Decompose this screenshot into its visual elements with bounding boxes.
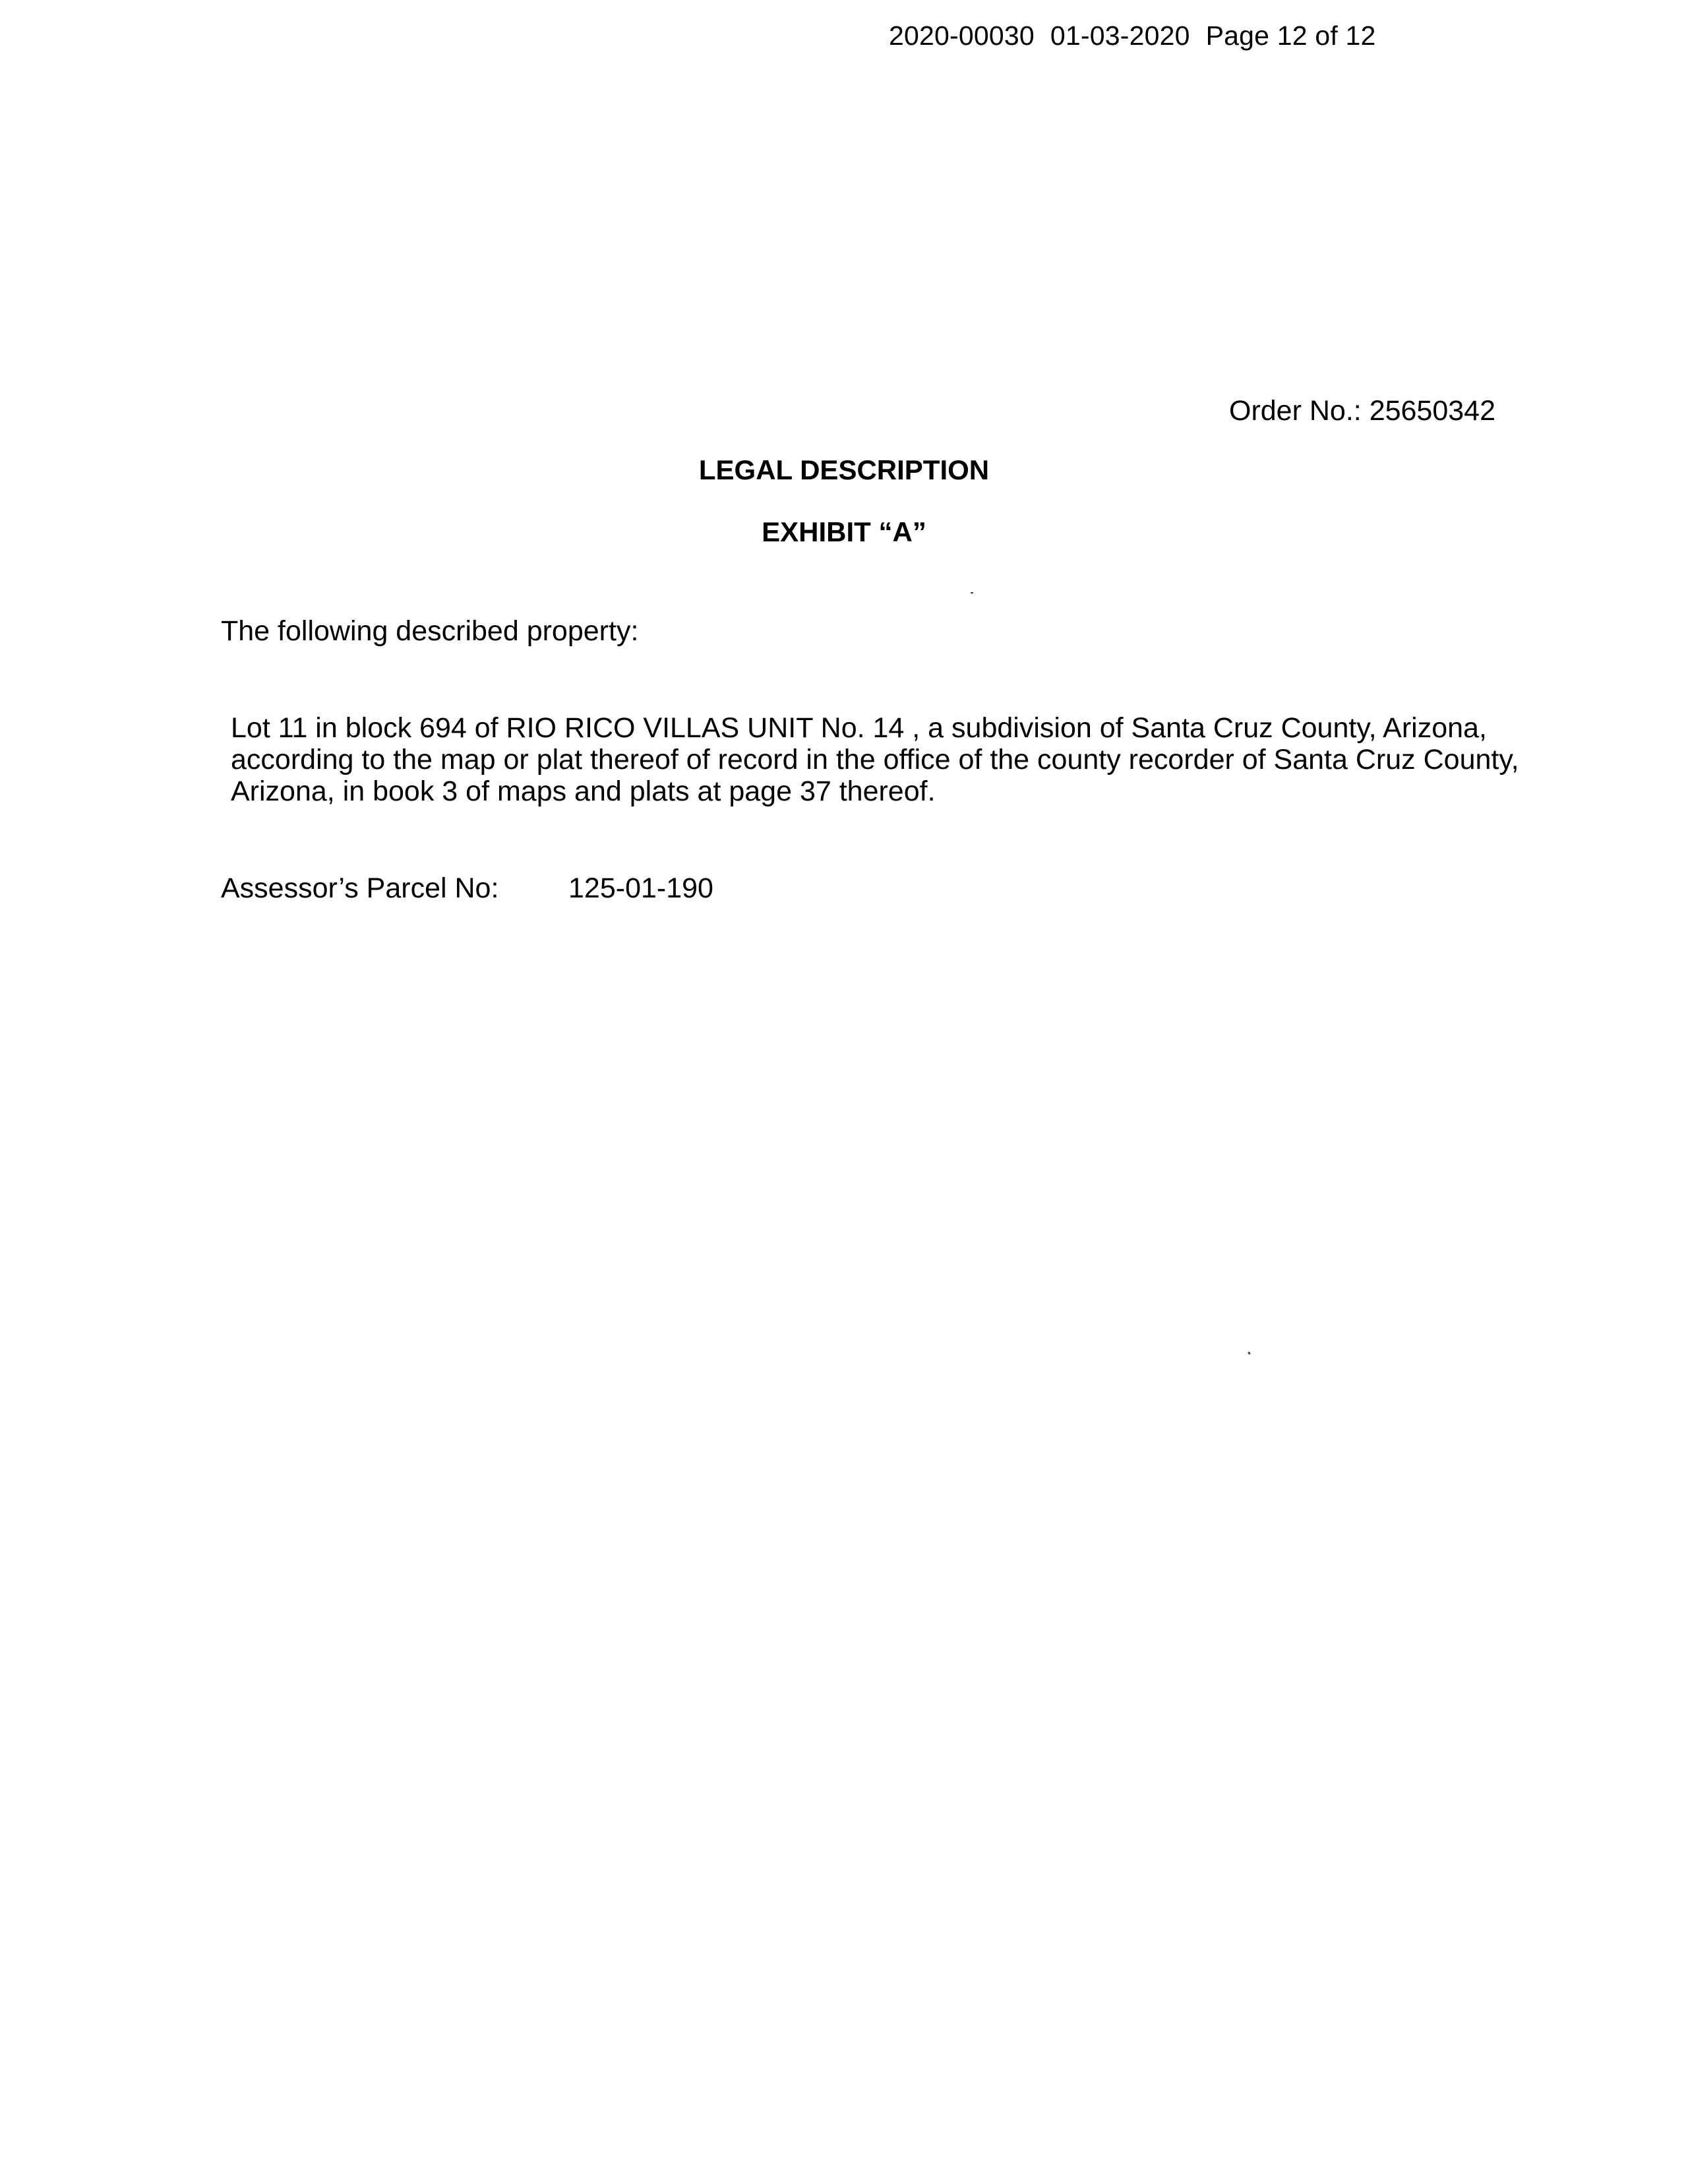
exhibit-heading: EXHIBIT “A” <box>762 516 926 547</box>
scan-speck <box>971 592 973 593</box>
parcel-label: Assessor’s Parcel No: <box>221 872 499 904</box>
record-date: 01-03-2020 <box>1050 20 1190 51</box>
intro-text: The following described property: <box>221 615 639 647</box>
legal-description-line: Lot 11 in block 694 of RIO RICO VILLAS UNIT No. 14 , a subdivision of Santa Cruz County, Arizona, <box>231 712 1487 744</box>
document-number: 2020-00030 <box>889 20 1035 51</box>
recording-header <box>889 18 1376 53</box>
legal-description-paragraph <box>231 712 1517 807</box>
order-number-line <box>1229 393 1495 429</box>
order-number: 25650342 <box>1369 395 1496 427</box>
legal-description-line: according to the map or plat thereof of record in the office of the county recorder of Santa Cruz County, <box>231 744 1519 775</box>
parcel-number: 125-01-190 <box>568 872 713 904</box>
document-title: LEGAL DESCRIPTION <box>698 454 990 485</box>
order-label: Order No.: <box>1229 395 1362 427</box>
scan-speck <box>1248 1352 1251 1355</box>
page-info: Page 12 of 12 <box>1205 20 1376 51</box>
legal-description-line: Arizona, in book 3 of maps and plats at page 37 thereof. <box>231 775 936 807</box>
